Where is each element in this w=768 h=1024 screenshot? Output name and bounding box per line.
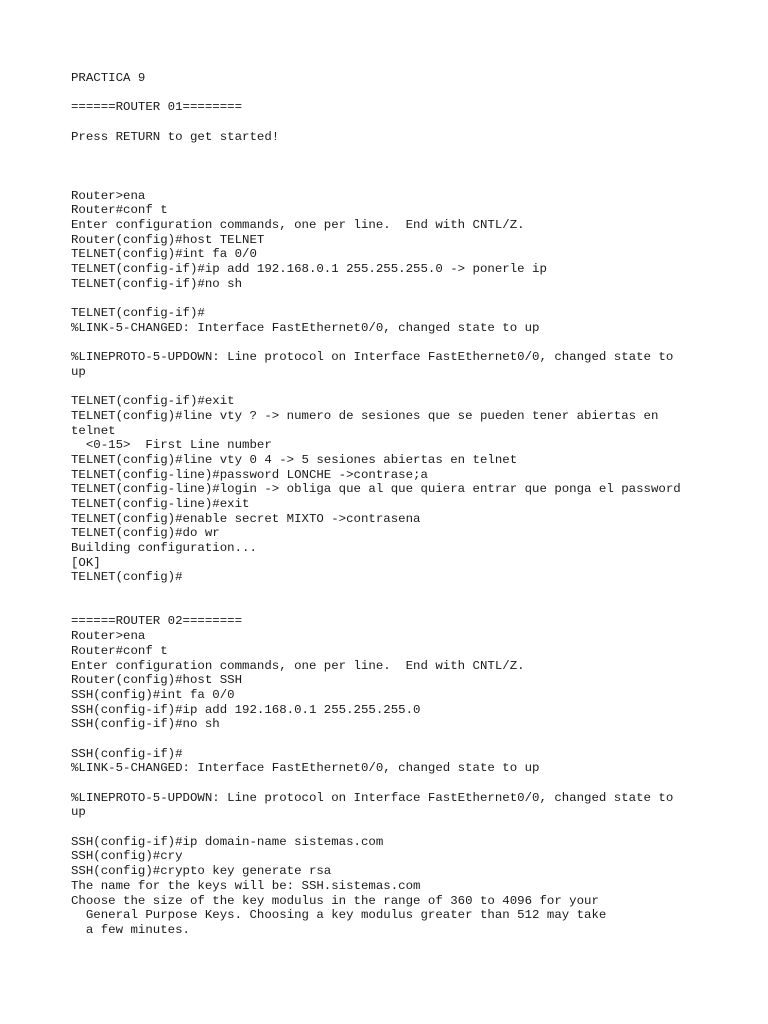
doc-line: SSH(config-if)#ip add 192.168.0.1 255.255.255.0 xyxy=(71,702,421,717)
doc-line: SSH(config-if)# xyxy=(71,746,183,761)
doc-line xyxy=(71,86,711,101)
doc-line: <0-15> First Line number xyxy=(71,438,272,453)
doc-line: TELNET(config-if)#no sh xyxy=(71,276,243,291)
doc-line: The name for the keys will be: SSH.sistemas.com xyxy=(71,878,421,893)
doc-title: PRACTICA 9 xyxy=(71,71,146,85)
doc-line: Building configuration... xyxy=(71,541,257,555)
doc-line: [OK] xyxy=(71,555,101,570)
doc-line: TELNET(config)#int fa 0/0 xyxy=(71,247,257,262)
doc-line: Router#conf t xyxy=(71,643,168,658)
doc-line: Router(config)#host SSH xyxy=(71,673,243,688)
doc-line xyxy=(71,776,711,791)
doc-line: TELNET(config)#enable secret MIXTO ->contrasena xyxy=(71,511,421,526)
doc-line: TELNET(config-line)#exit xyxy=(71,496,250,511)
doc-line: SSH(config-if)#no sh xyxy=(71,717,220,732)
doc-line xyxy=(71,585,711,600)
doc-line xyxy=(71,600,711,615)
doc-line: TELNET(config)# xyxy=(71,570,183,585)
doc-line: Router(config)#host TELNET xyxy=(71,232,265,247)
doc-line: up xyxy=(71,364,86,379)
doc-line: %LINEPROTO-5-UPDOWN: Line protocol on Interface FastEthernet0/0, changed state to xyxy=(71,350,674,365)
doc-line: SSH(config-if)#ip domain-name sistemas.com xyxy=(71,834,384,849)
section-heading-router-01: ======ROUTER 01======== xyxy=(71,100,243,115)
doc-line: TELNET(config)#line vty 0 4 -> 5 sesiones abiertas en telnet xyxy=(71,452,518,467)
doc-line: SSH(config)#int fa 0/0 xyxy=(71,687,235,702)
doc-line: TELNET(config-line)#password LONCHE ->contrase;a xyxy=(71,467,428,482)
doc-line xyxy=(71,115,711,130)
doc-line: TELNET(config)#do wr xyxy=(71,526,220,541)
doc-line: Press RETURN to get started! xyxy=(71,129,280,144)
doc-line: TELNET(config-if)#exit xyxy=(71,394,235,409)
doc-line: General Purpose Keys. Choosing a key modulus greater than 512 may take xyxy=(71,908,607,923)
doc-line xyxy=(71,732,711,747)
doc-line: TELNET(config-if)#ip add 192.168.0.1 255.255.255.0 -> ponerle ip xyxy=(71,261,547,276)
doc-line xyxy=(71,379,711,394)
doc-line xyxy=(71,291,711,306)
doc-line: Enter configuration commands, one per line. End with CNTL/Z. xyxy=(71,658,525,673)
doc-line: Router#conf t xyxy=(71,203,168,218)
doc-line xyxy=(71,174,711,189)
doc-line: a few minutes. xyxy=(71,922,190,937)
doc-line: Router>ena xyxy=(71,188,146,203)
doc-line: telnet xyxy=(71,423,116,438)
doc-line: %LINK-5-CHANGED: Interface FastEthernet0/0, changed state to up xyxy=(71,761,540,776)
doc-line xyxy=(71,335,711,350)
doc-line: TELNET(config-line)#login -> obliga que al que quiera entrar que ponga el password xyxy=(71,482,681,497)
doc-line: Enter configuration commands, one per line. End with CNTL/Z. xyxy=(71,217,525,232)
doc-line: Router>ena xyxy=(71,629,146,644)
doc-line: %LINK-5-CHANGED: Interface FastEthernet0/0, changed state to up xyxy=(71,320,540,335)
doc-line: Choose the size of the key modulus in the range of 360 to 4096 for your xyxy=(71,893,599,908)
doc-line: SSH(config)#crypto key generate rsa xyxy=(71,864,332,879)
doc-line: SSH(config)#cry xyxy=(71,849,183,864)
section-heading-router-02: ======ROUTER 02======== xyxy=(71,614,243,629)
doc-line xyxy=(71,144,711,159)
doc-line xyxy=(71,159,711,174)
doc-line: TELNET(config)#line vty ? -> numero de sesiones que se pueden tener abiertas en xyxy=(71,408,659,423)
doc-line: %LINEPROTO-5-UPDOWN: Line protocol on Interface FastEthernet0/0, changed state to xyxy=(71,790,674,805)
doc-line: up xyxy=(71,805,86,820)
doc-line xyxy=(71,820,711,835)
document-page xyxy=(71,71,711,938)
doc-line: TELNET(config-if)# xyxy=(71,306,205,320)
